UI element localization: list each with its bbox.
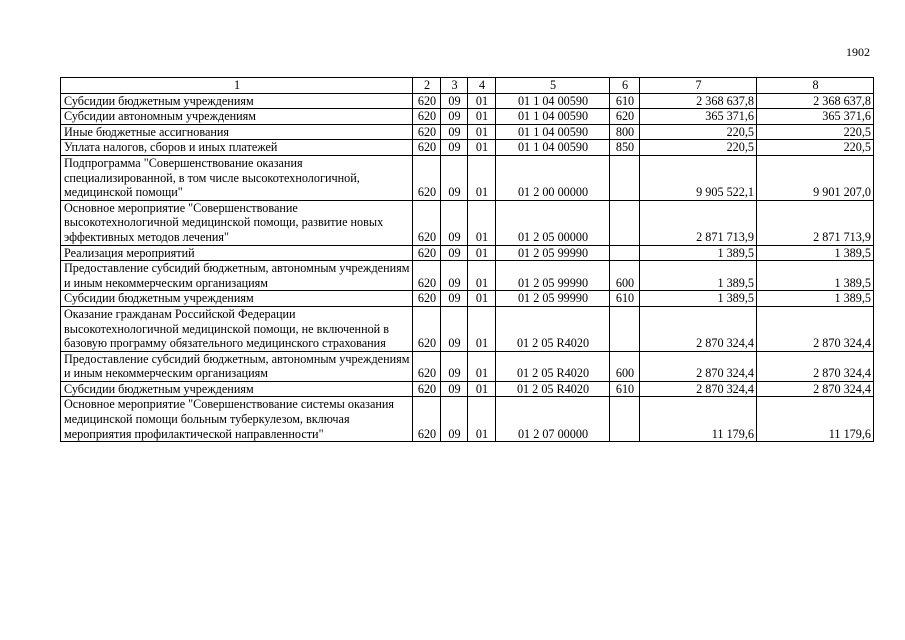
cell-c6 — [610, 245, 640, 261]
table-row — [61, 109, 874, 125]
row-name: Подпрограмма "Совершенствование оказания специализированной, в том числе высокотехнологичной, медицинской помощи" — [61, 155, 413, 200]
column-header: 4 — [468, 78, 496, 94]
cell-c6 — [610, 155, 640, 200]
cell-c8: 1 389,5 — [757, 291, 874, 307]
cell-c5: 01 1 04 00590 — [496, 124, 610, 140]
cell-c7: 2 870 324,4 — [640, 381, 757, 397]
table-row — [61, 306, 874, 351]
cell-c8: 220,5 — [757, 140, 874, 156]
table-row — [61, 93, 874, 109]
cell-c2: 620 — [413, 306, 441, 351]
cell-c4: 01 — [468, 109, 496, 125]
cell-c3: 09 — [441, 261, 468, 291]
cell-c3: 09 — [441, 124, 468, 140]
cell-c2: 620 — [413, 381, 441, 397]
row-name: Уплата налогов, сборов и иных платежей — [61, 140, 413, 156]
column-header: 3 — [441, 78, 468, 94]
cell-c2: 620 — [413, 351, 441, 381]
cell-c4: 01 — [468, 124, 496, 140]
row-name: Оказание гражданам Российской Федерации высокотехнологичной медицинской помощи, не включенной в базовую программу обязательного медицинского страхования — [61, 306, 413, 351]
cell-c7: 11 179,6 — [640, 397, 757, 442]
row-name: Субсидии бюджетным учреждениям — [61, 93, 413, 109]
column-header: 2 — [413, 78, 441, 94]
cell-c3: 09 — [441, 93, 468, 109]
cell-c2: 620 — [413, 109, 441, 125]
cell-c5: 01 2 00 00000 — [496, 155, 610, 200]
cell-c2: 620 — [413, 155, 441, 200]
cell-c6: 620 — [610, 109, 640, 125]
table-row — [61, 140, 874, 156]
cell-c6: 600 — [610, 351, 640, 381]
cell-c7: 9 905 522,1 — [640, 155, 757, 200]
cell-c4: 01 — [468, 291, 496, 307]
cell-c2: 620 — [413, 261, 441, 291]
cell-c2: 620 — [413, 245, 441, 261]
cell-c7: 2 870 324,4 — [640, 351, 757, 381]
cell-c6: 800 — [610, 124, 640, 140]
cell-c5: 01 2 05 99990 — [496, 245, 610, 261]
cell-c3: 09 — [441, 140, 468, 156]
table-row — [61, 261, 874, 291]
cell-c2: 620 — [413, 397, 441, 442]
cell-c8: 2 871 713,9 — [757, 200, 874, 245]
cell-c8: 2 870 324,4 — [757, 351, 874, 381]
table-row — [61, 381, 874, 397]
cell-c4: 01 — [468, 245, 496, 261]
cell-c7: 2 368 637,8 — [640, 93, 757, 109]
column-header: 8 — [757, 78, 874, 94]
cell-c2: 620 — [413, 93, 441, 109]
cell-c5: 01 1 04 00590 — [496, 140, 610, 156]
cell-c8: 1 389,5 — [757, 245, 874, 261]
page-number: 1902 — [846, 45, 870, 59]
cell-c3: 09 — [441, 155, 468, 200]
cell-c8: 1 389,5 — [757, 261, 874, 291]
cell-c3: 09 — [441, 306, 468, 351]
column-header: 6 — [610, 78, 640, 94]
cell-c6: 610 — [610, 291, 640, 307]
cell-c7: 1 389,5 — [640, 261, 757, 291]
cell-c6: 610 — [610, 93, 640, 109]
table-row — [61, 155, 874, 200]
cell-c5: 01 2 05 R4020 — [496, 381, 610, 397]
table-row — [61, 200, 874, 245]
cell-c2: 620 — [413, 291, 441, 307]
cell-c7: 2 870 324,4 — [640, 306, 757, 351]
cell-c6: 600 — [610, 261, 640, 291]
cell-c5: 01 1 04 00590 — [496, 109, 610, 125]
cell-c7: 1 389,5 — [640, 245, 757, 261]
cell-c5: 01 2 05 99990 — [496, 261, 610, 291]
cell-c8: 9 901 207,0 — [757, 155, 874, 200]
row-name: Иные бюджетные ассигнования — [61, 124, 413, 140]
cell-c3: 09 — [441, 381, 468, 397]
row-name: Субсидии бюджетным учреждениям — [61, 291, 413, 307]
cell-c2: 620 — [413, 124, 441, 140]
cell-c4: 01 — [468, 155, 496, 200]
header-row — [61, 78, 874, 94]
row-name: Предоставление субсидий бюджетным, автономным учреждениям и иным некоммерческим организациям — [61, 261, 413, 291]
cell-c5: 01 2 07 00000 — [496, 397, 610, 442]
cell-c6: 850 — [610, 140, 640, 156]
table-row — [61, 397, 874, 442]
cell-c6 — [610, 306, 640, 351]
table-row — [61, 245, 874, 261]
cell-c7: 365 371,6 — [640, 109, 757, 125]
cell-c8: 220,5 — [757, 124, 874, 140]
column-header: 1 — [61, 78, 413, 94]
row-name: Основное мероприятие "Совершенствование высокотехнологичной медицинской помощи, развитие новых эффективных методов лечения" — [61, 200, 413, 245]
cell-c8: 2 870 324,4 — [757, 381, 874, 397]
cell-c6 — [610, 200, 640, 245]
cell-c3: 09 — [441, 291, 468, 307]
cell-c4: 01 — [468, 140, 496, 156]
cell-c4: 01 — [468, 261, 496, 291]
cell-c4: 01 — [468, 381, 496, 397]
row-name: Субсидии автономным учреждениям — [61, 109, 413, 125]
cell-c3: 09 — [441, 245, 468, 261]
cell-c5: 01 2 05 R4020 — [496, 306, 610, 351]
cell-c4: 01 — [468, 200, 496, 245]
cell-c5: 01 2 05 99990 — [496, 291, 610, 307]
cell-c7: 220,5 — [640, 124, 757, 140]
row-name: Предоставление субсидий бюджетным, автономным учреждениям и иным некоммерческим организациям — [61, 351, 413, 381]
cell-c6: 610 — [610, 381, 640, 397]
cell-c3: 09 — [441, 200, 468, 245]
cell-c4: 01 — [468, 397, 496, 442]
cell-c8: 2 870 324,4 — [757, 306, 874, 351]
cell-c2: 620 — [413, 200, 441, 245]
row-name: Реализация мероприятий — [61, 245, 413, 261]
cell-c6 — [610, 397, 640, 442]
cell-c3: 09 — [441, 397, 468, 442]
cell-c7: 220,5 — [640, 140, 757, 156]
cell-c5: 01 1 04 00590 — [496, 93, 610, 109]
cell-c3: 09 — [441, 351, 468, 381]
column-header: 7 — [640, 78, 757, 94]
cell-c7: 2 871 713,9 — [640, 200, 757, 245]
table-row — [61, 291, 874, 307]
table-row — [61, 124, 874, 140]
row-name: Основное мероприятие "Совершенствование системы оказания медицинской помощи больным туберкулезом, включая мероприятия профилактической направленности" — [61, 397, 413, 442]
cell-c4: 01 — [468, 93, 496, 109]
cell-c3: 09 — [441, 109, 468, 125]
row-name: Субсидии бюджетным учреждениям — [61, 381, 413, 397]
cell-c4: 01 — [468, 306, 496, 351]
cell-c8: 365 371,6 — [757, 109, 874, 125]
cell-c2: 620 — [413, 140, 441, 156]
cell-c8: 11 179,6 — [757, 397, 874, 442]
budget-table — [60, 77, 874, 442]
cell-c8: 2 368 637,8 — [757, 93, 874, 109]
column-header: 5 — [496, 78, 610, 94]
cell-c5: 01 2 05 00000 — [496, 200, 610, 245]
cell-c5: 01 2 05 R4020 — [496, 351, 610, 381]
table-row — [61, 351, 874, 381]
cell-c7: 1 389,5 — [640, 291, 757, 307]
cell-c4: 01 — [468, 351, 496, 381]
